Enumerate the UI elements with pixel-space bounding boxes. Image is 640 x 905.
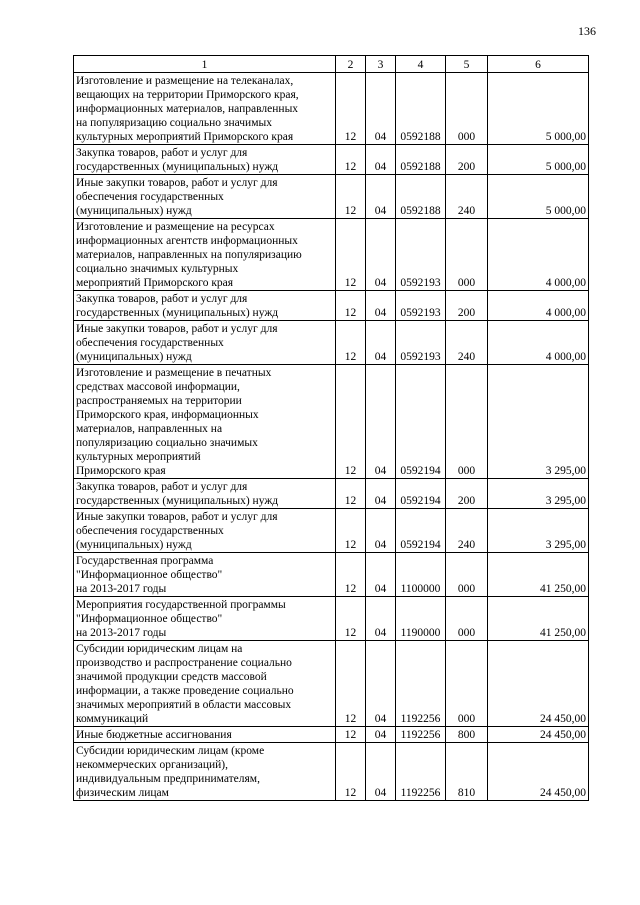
row-expense-type-cell: 200 — [446, 145, 488, 175]
row-expense-type-cell: 000 — [446, 365, 488, 479]
row-amount-cell: 3 295,00 — [488, 479, 589, 509]
row-amount-cell: 41 250,00 — [488, 553, 589, 597]
row-section-cell: 12 — [336, 641, 366, 727]
row-amount-cell: 24 450,00 — [488, 743, 589, 801]
row-amount-cell: 41 250,00 — [488, 597, 589, 641]
row-section-cell: 12 — [336, 597, 366, 641]
table-row — [74, 175, 589, 219]
header-cell: 4 — [396, 56, 446, 73]
row-name-cell: Субсидии юридическим лицам (кроме некоммерческих организаций), индивидуальным предпринимателям, физическим лицам — [74, 743, 336, 801]
row-name-cell: Закупка товаров, работ и услуг для государственных (муниципальных) нужд — [74, 479, 336, 509]
row-subsection-cell: 04 — [366, 73, 396, 145]
row-section-cell: 12 — [336, 553, 366, 597]
row-name-cell: Иные закупки товаров, работ и услуг для обеспечения государственных (муниципальных) нужд — [74, 321, 336, 365]
row-target-article-cell: 0592193 — [396, 291, 446, 321]
table-row — [74, 219, 589, 291]
row-section-cell: 12 — [336, 219, 366, 291]
row-target-article-cell: 0592194 — [396, 479, 446, 509]
row-amount-cell: 4 000,00 — [488, 219, 589, 291]
header-cell: 3 — [366, 56, 396, 73]
table-row — [74, 73, 589, 145]
header-cell: 2 — [336, 56, 366, 73]
row-subsection-cell: 04 — [366, 321, 396, 365]
row-target-article-cell: 1190000 — [396, 597, 446, 641]
row-expense-type-cell: 240 — [446, 175, 488, 219]
row-name-cell: Закупка товаров, работ и услуг для государственных (муниципальных) нужд — [74, 145, 336, 175]
row-name-cell: Изготовление и размещение в печатных средствах массовой информации, распространяемых на территории Приморского края, информационных материалов, направленных на популяризацию социально значимых культурных мероприятий Приморского края — [74, 365, 336, 479]
table-row — [74, 727, 589, 743]
header-cell: 1 — [74, 56, 336, 73]
row-amount-cell: 5 000,00 — [488, 73, 589, 145]
row-section-cell: 12 — [336, 365, 366, 479]
row-amount-cell: 3 295,00 — [488, 509, 589, 553]
table-row — [74, 365, 589, 479]
row-section-cell: 12 — [336, 509, 366, 553]
row-subsection-cell: 04 — [366, 509, 396, 553]
header-cell: 5 — [446, 56, 488, 73]
row-expense-type-cell: 200 — [446, 291, 488, 321]
row-amount-cell: 4 000,00 — [488, 321, 589, 365]
row-section-cell: 12 — [336, 743, 366, 801]
row-subsection-cell: 04 — [366, 479, 396, 509]
row-name-cell: Мероприятия государственной программы "Информационное общество" на 2013-2017 годы — [74, 597, 336, 641]
budget-table — [73, 55, 589, 801]
row-target-article-cell: 0592194 — [396, 509, 446, 553]
row-amount-cell: 4 000,00 — [488, 291, 589, 321]
table-row — [74, 743, 589, 801]
row-target-article-cell: 0592193 — [396, 219, 446, 291]
row-target-article-cell: 0592188 — [396, 73, 446, 145]
row-expense-type-cell: 000 — [446, 219, 488, 291]
table-row — [74, 553, 589, 597]
row-name-cell: Изготовление и размещение на ресурсах информационных агентств информационных материалов, направленных на популяризацию социально значимых культурных мероприятий Приморского края — [74, 219, 336, 291]
row-expense-type-cell: 000 — [446, 597, 488, 641]
row-name-cell: Иные закупки товаров, работ и услуг для обеспечения государственных (муниципальных) нужд — [74, 509, 336, 553]
row-target-article-cell: 1100000 — [396, 553, 446, 597]
row-name-cell: Закупка товаров, работ и услуг для государственных (муниципальных) нужд — [74, 291, 336, 321]
row-amount-cell: 5 000,00 — [488, 175, 589, 219]
row-expense-type-cell: 000 — [446, 553, 488, 597]
row-amount-cell: 3 295,00 — [488, 365, 589, 479]
row-name-cell: Иные закупки товаров, работ и услуг для обеспечения государственных (муниципальных) нужд — [74, 175, 336, 219]
row-name-cell: Изготовление и размещение на телеканалах, вещающих на территории Приморского края, информационных материалов, направленных на популяризацию социально значимых культурных мероприятий Приморского края — [74, 73, 336, 145]
row-subsection-cell: 04 — [366, 291, 396, 321]
row-subsection-cell: 04 — [366, 145, 396, 175]
row-section-cell: 12 — [336, 73, 366, 145]
row-name-cell: Государственная программа "Информационное общество" на 2013-2017 годы — [74, 553, 336, 597]
table-header-row — [74, 56, 589, 73]
row-subsection-cell: 04 — [366, 597, 396, 641]
row-section-cell: 12 — [336, 727, 366, 743]
row-section-cell: 12 — [336, 145, 366, 175]
row-subsection-cell: 04 — [366, 641, 396, 727]
row-target-article-cell: 0592194 — [396, 365, 446, 479]
page-number: 136 — [578, 24, 596, 38]
row-expense-type-cell: 000 — [446, 641, 488, 727]
row-target-article-cell: 1192256 — [396, 743, 446, 801]
table-row — [74, 291, 589, 321]
row-expense-type-cell: 200 — [446, 479, 488, 509]
row-section-cell: 12 — [336, 175, 366, 219]
row-target-article-cell: 1192256 — [396, 727, 446, 743]
row-expense-type-cell: 810 — [446, 743, 488, 801]
row-subsection-cell: 04 — [366, 365, 396, 479]
row-amount-cell: 24 450,00 — [488, 641, 589, 727]
row-expense-type-cell: 240 — [446, 321, 488, 365]
row-section-cell: 12 — [336, 321, 366, 365]
row-section-cell: 12 — [336, 479, 366, 509]
row-name-cell: Субсидии юридическим лицам на производство и распространение социально значимой продукции средств массовой информации, а также проведение социально значимых мероприятий в области массовых коммуникаций — [74, 641, 336, 727]
row-amount-cell: 24 450,00 — [488, 727, 589, 743]
row-amount-cell: 5 000,00 — [488, 145, 589, 175]
row-subsection-cell: 04 — [366, 743, 396, 801]
table-row — [74, 479, 589, 509]
row-expense-type-cell: 000 — [446, 73, 488, 145]
table-row — [74, 597, 589, 641]
row-subsection-cell: 04 — [366, 175, 396, 219]
row-section-cell: 12 — [336, 291, 366, 321]
table-row — [74, 145, 589, 175]
budget-table-body — [74, 56, 589, 801]
row-target-article-cell: 0592188 — [396, 145, 446, 175]
row-subsection-cell: 04 — [366, 553, 396, 597]
row-subsection-cell: 04 — [366, 219, 396, 291]
row-expense-type-cell: 800 — [446, 727, 488, 743]
table-row — [74, 509, 589, 553]
row-target-article-cell: 0592188 — [396, 175, 446, 219]
row-name-cell: Иные бюджетные ассигнования — [74, 727, 336, 743]
table-row — [74, 321, 589, 365]
row-subsection-cell: 04 — [366, 727, 396, 743]
row-target-article-cell: 1192256 — [396, 641, 446, 727]
table-row — [74, 641, 589, 727]
header-cell: 6 — [488, 56, 589, 73]
row-expense-type-cell: 240 — [446, 509, 488, 553]
row-target-article-cell: 0592193 — [396, 321, 446, 365]
